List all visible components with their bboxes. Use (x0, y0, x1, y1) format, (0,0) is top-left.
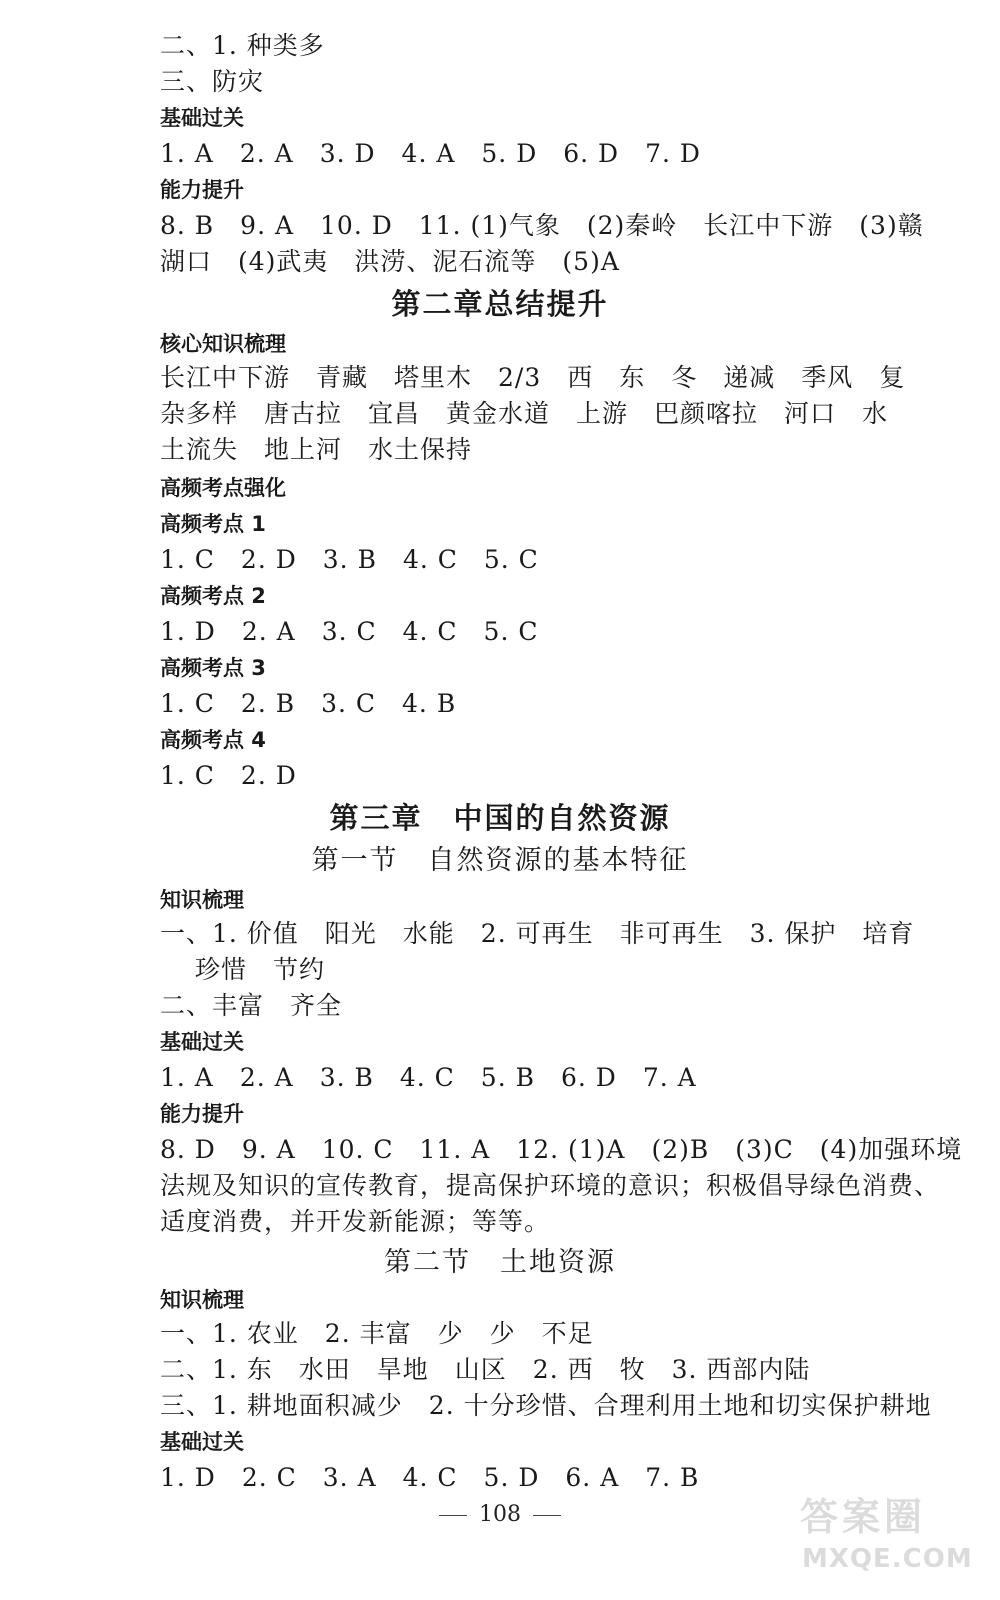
answer-line: 二、1. 种类多 (160, 31, 325, 60)
section-heading: 高频考点 2 (160, 584, 266, 608)
answer-line: 适度消费，并开发新能源；等等。 (160, 1207, 551, 1236)
section-heading: 核心知识梳理 (160, 332, 286, 356)
answer-line: 长江中下游 青藏 塔里木 2/3 西 东 冬 递减 季风 复 (160, 363, 906, 392)
section-heading: 基础过关 (160, 1030, 244, 1054)
answer-line: 法规及知识的宣传教育，提高保护环境的意识；积极倡导绿色消费、 (160, 1171, 941, 1200)
page-number-dash (439, 1515, 467, 1516)
section-heading: 高频考点 4 (160, 728, 266, 752)
answer-line: 二、1. 东 水田 旱地 山区 2. 西 牧 3. 西部内陆 (160, 1355, 811, 1384)
answer-line: 8. D 9. A 10. C 11. A 12. (1)A (2)B (3)C (4)加强环境 (160, 1135, 963, 1164)
answer-line: 8. B 9. A 10. D 11. (1)气象 (2)秦岭 长江中下游 (3)赣 (160, 211, 924, 240)
section-heading: 基础过关 (160, 1430, 244, 1454)
section-title: 第一节 自然资源的基本特征 (311, 845, 689, 876)
answer-line: 1. C 2. B 3. C 4. B (160, 689, 457, 718)
answer-line: 土流失 地上河 水土保持 (160, 435, 473, 464)
answer-line: 1. C 2. D (160, 761, 297, 790)
section-heading: 高频考点 3 (160, 656, 266, 680)
answer-line: 1. C 2. D 3. B 4. C 5. C (160, 545, 539, 574)
answer-line: 一、1. 价值 阳光 水能 2. 可再生 非可再生 3. 保护 培育 (160, 919, 915, 948)
answer-line: 1. A 2. A 3. B 4. C 5. B 6. D 7. A (160, 1063, 697, 1092)
answer-line: 1. A 2. A 3. D 4. A 5. D 6. D 7. D (160, 139, 701, 168)
section-heading: 基础过关 (160, 106, 244, 130)
answer-line: 二、丰富 齐全 (160, 991, 343, 1020)
section-heading: 高频考点强化 (160, 476, 286, 500)
answer-line: 珍惜 节约 (195, 955, 326, 984)
section-heading: 知识梳理 (160, 1288, 244, 1312)
chapter-title: 第三章 中国的自然资源 (329, 801, 671, 835)
section-heading: 能力提升 (160, 1102, 244, 1126)
section-heading: 知识梳理 (160, 888, 244, 912)
watermark-url: MXQE.COM (802, 1544, 973, 1574)
page-number-dash (533, 1515, 561, 1516)
answer-line: 三、1. 耕地面积减少 2. 十分珍惜、合理利用土地和切实保护耕地 (160, 1391, 932, 1420)
watermark-logo-text: 答案圈 (800, 1495, 927, 1539)
watermark-logo (792, 1482, 982, 1592)
answer-line: 1. D 2. C 3. A 4. C 5. D 6. A 7. B (160, 1463, 700, 1492)
section-heading: 能力提升 (160, 178, 244, 202)
chapter-title: 第二章总结提升 (391, 287, 609, 321)
section-title: 第二节 土地资源 (384, 1247, 616, 1278)
answer-line: 三、防灾 (160, 67, 265, 96)
answer-line: 1. D 2. A 3. C 4. C 5. C (160, 617, 539, 646)
page-number-text: 108 (479, 1502, 521, 1527)
answer-line: 湖口 (4)武夷 洪涝、泥石流等 (5)A (160, 247, 620, 276)
section-heading: 高频考点 1 (160, 512, 266, 536)
answer-line: 杂多样 唐古拉 宜昌 黄金水道 上游 巴颜喀拉 河口 水 (160, 399, 889, 428)
answer-line: 一、1. 农业 2. 丰富 少 少 不足 (160, 1319, 594, 1348)
